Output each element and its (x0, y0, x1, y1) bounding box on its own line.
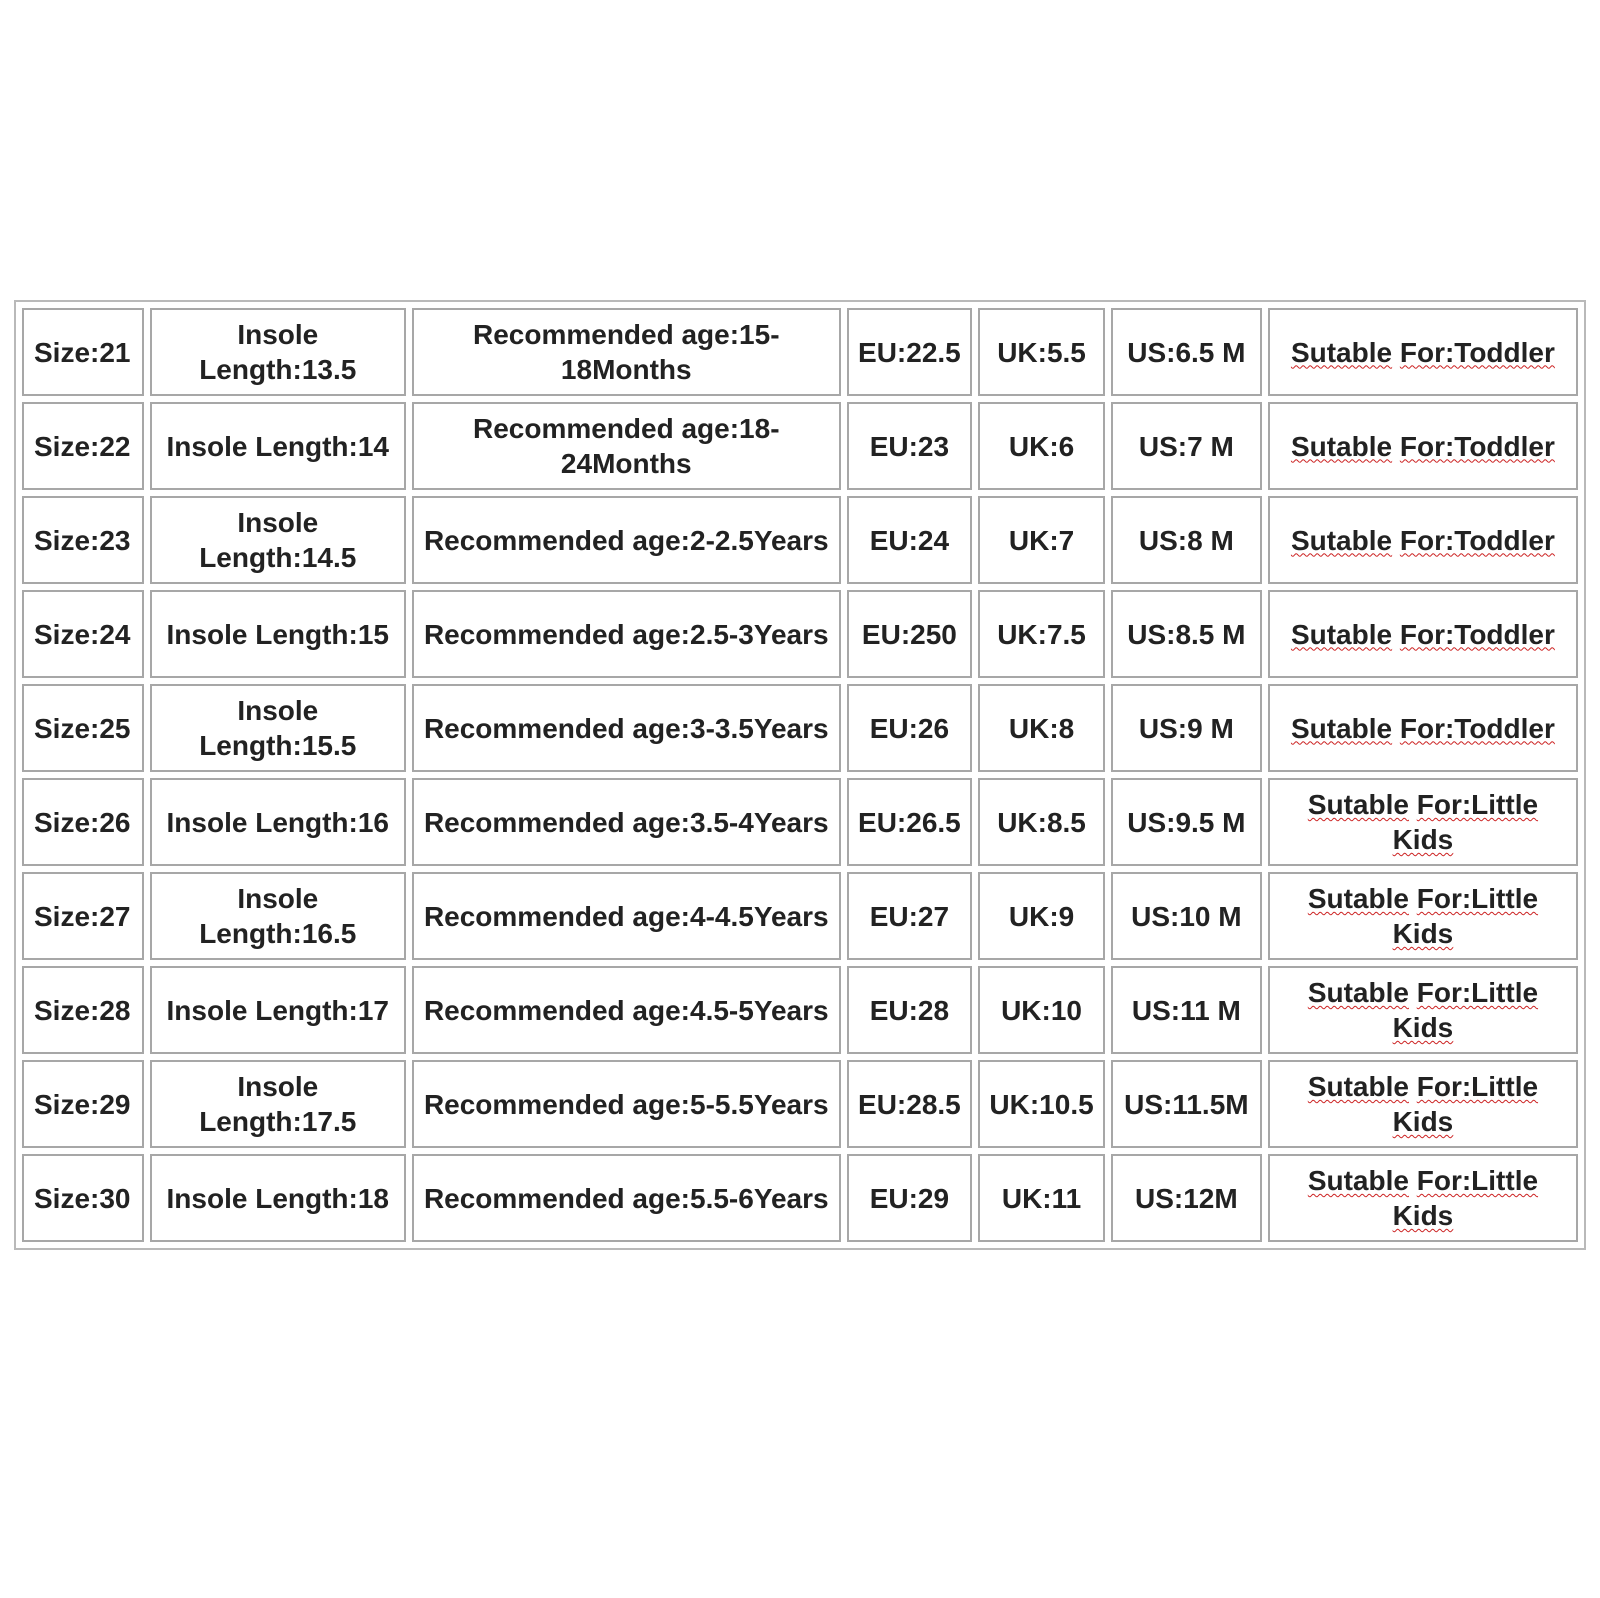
suitable-target: For:Little Kids (1392, 883, 1539, 949)
size-chart-body (22, 308, 1578, 1242)
recommended-age-cell: Recommended age:18-24Months (412, 402, 841, 490)
suitable-word: Sutable (1290, 430, 1393, 462)
uk-size-cell: UK:10 (978, 966, 1105, 1054)
suitable-for-cell (1268, 1154, 1578, 1242)
suitable-word: Sutable (1307, 789, 1409, 820)
us-size-cell: US:12M (1111, 1154, 1262, 1242)
suitable-target: For:Little Kids (1392, 1071, 1539, 1137)
suitable-for-cell (1268, 966, 1578, 1054)
uk-size-cell: UK:7.5 (978, 590, 1105, 678)
eu-size-cell: EU:28.5 (847, 1060, 973, 1148)
suitable-target: For:Little Kids (1392, 977, 1539, 1043)
size-cell: Size:28 (22, 966, 144, 1054)
eu-size-cell: EU:29 (847, 1154, 973, 1242)
size-cell: Size:22 (22, 402, 144, 490)
eu-size-cell: EU:28 (847, 966, 973, 1054)
insole-length-cell: Insole Length:16.5 (150, 872, 406, 960)
uk-size-cell: UK:5.5 (978, 308, 1105, 396)
size-cell: Size:27 (22, 872, 144, 960)
eu-size-cell: EU:250 (847, 590, 973, 678)
suitable-word: Sutable (1290, 712, 1393, 744)
suitable-for-cell (1268, 590, 1578, 678)
eu-size-cell: EU:23 (847, 402, 973, 490)
suitable-target: For:Toddler (1399, 336, 1555, 368)
us-size-cell: US:10 M (1111, 872, 1262, 960)
recommended-age-cell: Recommended age:5-5.5Years (412, 1060, 841, 1148)
suitable-for-cell (1268, 496, 1578, 584)
us-size-cell: US:8.5 M (1111, 590, 1262, 678)
insole-length-cell: Insole Length:14.5 (150, 496, 406, 584)
size-cell: Size:25 (22, 684, 144, 772)
uk-size-cell: UK:8 (978, 684, 1105, 772)
insole-length-cell: Insole Length:15 (150, 590, 406, 678)
suitable-for-cell (1268, 402, 1578, 490)
table-row (22, 402, 1578, 490)
insole-length-cell: Insole Length:14 (150, 402, 406, 490)
table-row (22, 1154, 1578, 1242)
suitable-target: For:Toddler (1399, 524, 1555, 556)
recommended-age-cell: Recommended age:4.5-5Years (412, 966, 841, 1054)
us-size-cell: US:6.5 M (1111, 308, 1262, 396)
recommended-age-cell: Recommended age:5.5-6Years (412, 1154, 841, 1242)
suitable-target: For:Toddler (1399, 430, 1555, 462)
suitable-word: Sutable (1290, 336, 1393, 368)
uk-size-cell: UK:6 (978, 402, 1105, 490)
uk-size-cell: UK:7 (978, 496, 1105, 584)
suitable-word: Sutable (1290, 618, 1393, 650)
recommended-age-cell: Recommended age:4-4.5Years (412, 872, 841, 960)
suitable-target: For:Little Kids (1392, 1165, 1539, 1231)
uk-size-cell: UK:9 (978, 872, 1105, 960)
table-row (22, 966, 1578, 1054)
us-size-cell: US:11 M (1111, 966, 1262, 1054)
suitable-for-cell (1268, 308, 1578, 396)
uk-size-cell: UK:10.5 (978, 1060, 1105, 1148)
recommended-age-cell: Recommended age:2.5-3Years (412, 590, 841, 678)
table-row (22, 308, 1578, 396)
size-cell: Size:24 (22, 590, 144, 678)
recommended-age-cell: Recommended age:3-3.5Years (412, 684, 841, 772)
size-cell: Size:29 (22, 1060, 144, 1148)
suitable-word: Sutable (1307, 883, 1409, 914)
eu-size-cell: EU:22.5 (847, 308, 973, 396)
eu-size-cell: EU:27 (847, 872, 973, 960)
size-cell: Size:30 (22, 1154, 144, 1242)
uk-size-cell: UK:8.5 (978, 778, 1105, 866)
size-cell: Size:23 (22, 496, 144, 584)
suitable-for-cell (1268, 778, 1578, 866)
size-cell: Size:21 (22, 308, 144, 396)
insole-length-cell: Insole Length:17 (150, 966, 406, 1054)
table-row (22, 778, 1578, 866)
insole-length-cell: Insole Length:18 (150, 1154, 406, 1242)
suitable-word: Sutable (1307, 1165, 1409, 1196)
insole-length-cell: Insole Length:15.5 (150, 684, 406, 772)
insole-length-cell: Insole Length:17.5 (150, 1060, 406, 1148)
suitable-word: Sutable (1307, 977, 1409, 1008)
recommended-age-cell: Recommended age:15-18Months (412, 308, 841, 396)
us-size-cell: US:8 M (1111, 496, 1262, 584)
eu-size-cell: EU:26 (847, 684, 973, 772)
table-row (22, 1060, 1578, 1148)
table-row (22, 590, 1578, 678)
recommended-age-cell: Recommended age:2-2.5Years (412, 496, 841, 584)
table-row (22, 684, 1578, 772)
suitable-target: For:Little Kids (1392, 789, 1539, 855)
suitable-word: Sutable (1290, 524, 1393, 556)
suitable-for-cell (1268, 1060, 1578, 1148)
suitable-target: For:Toddler (1399, 712, 1555, 744)
insole-length-cell: Insole Length:16 (150, 778, 406, 866)
eu-size-cell: EU:26.5 (847, 778, 973, 866)
size-cell: Size:26 (22, 778, 144, 866)
uk-size-cell: UK:11 (978, 1154, 1105, 1242)
table-row (22, 496, 1578, 584)
us-size-cell: US:7 M (1111, 402, 1262, 490)
size-chart-table (14, 300, 1586, 1250)
us-size-cell: US:9 M (1111, 684, 1262, 772)
us-size-cell: US:11.5M (1111, 1060, 1262, 1148)
suitable-for-cell (1268, 872, 1578, 960)
eu-size-cell: EU:24 (847, 496, 973, 584)
insole-length-cell: Insole Length:13.5 (150, 308, 406, 396)
us-size-cell: US:9.5 M (1111, 778, 1262, 866)
suitable-word: Sutable (1307, 1071, 1409, 1102)
suitable-target: For:Toddler (1399, 618, 1555, 650)
table-row (22, 872, 1578, 960)
recommended-age-cell: Recommended age:3.5-4Years (412, 778, 841, 866)
suitable-for-cell (1268, 684, 1578, 772)
